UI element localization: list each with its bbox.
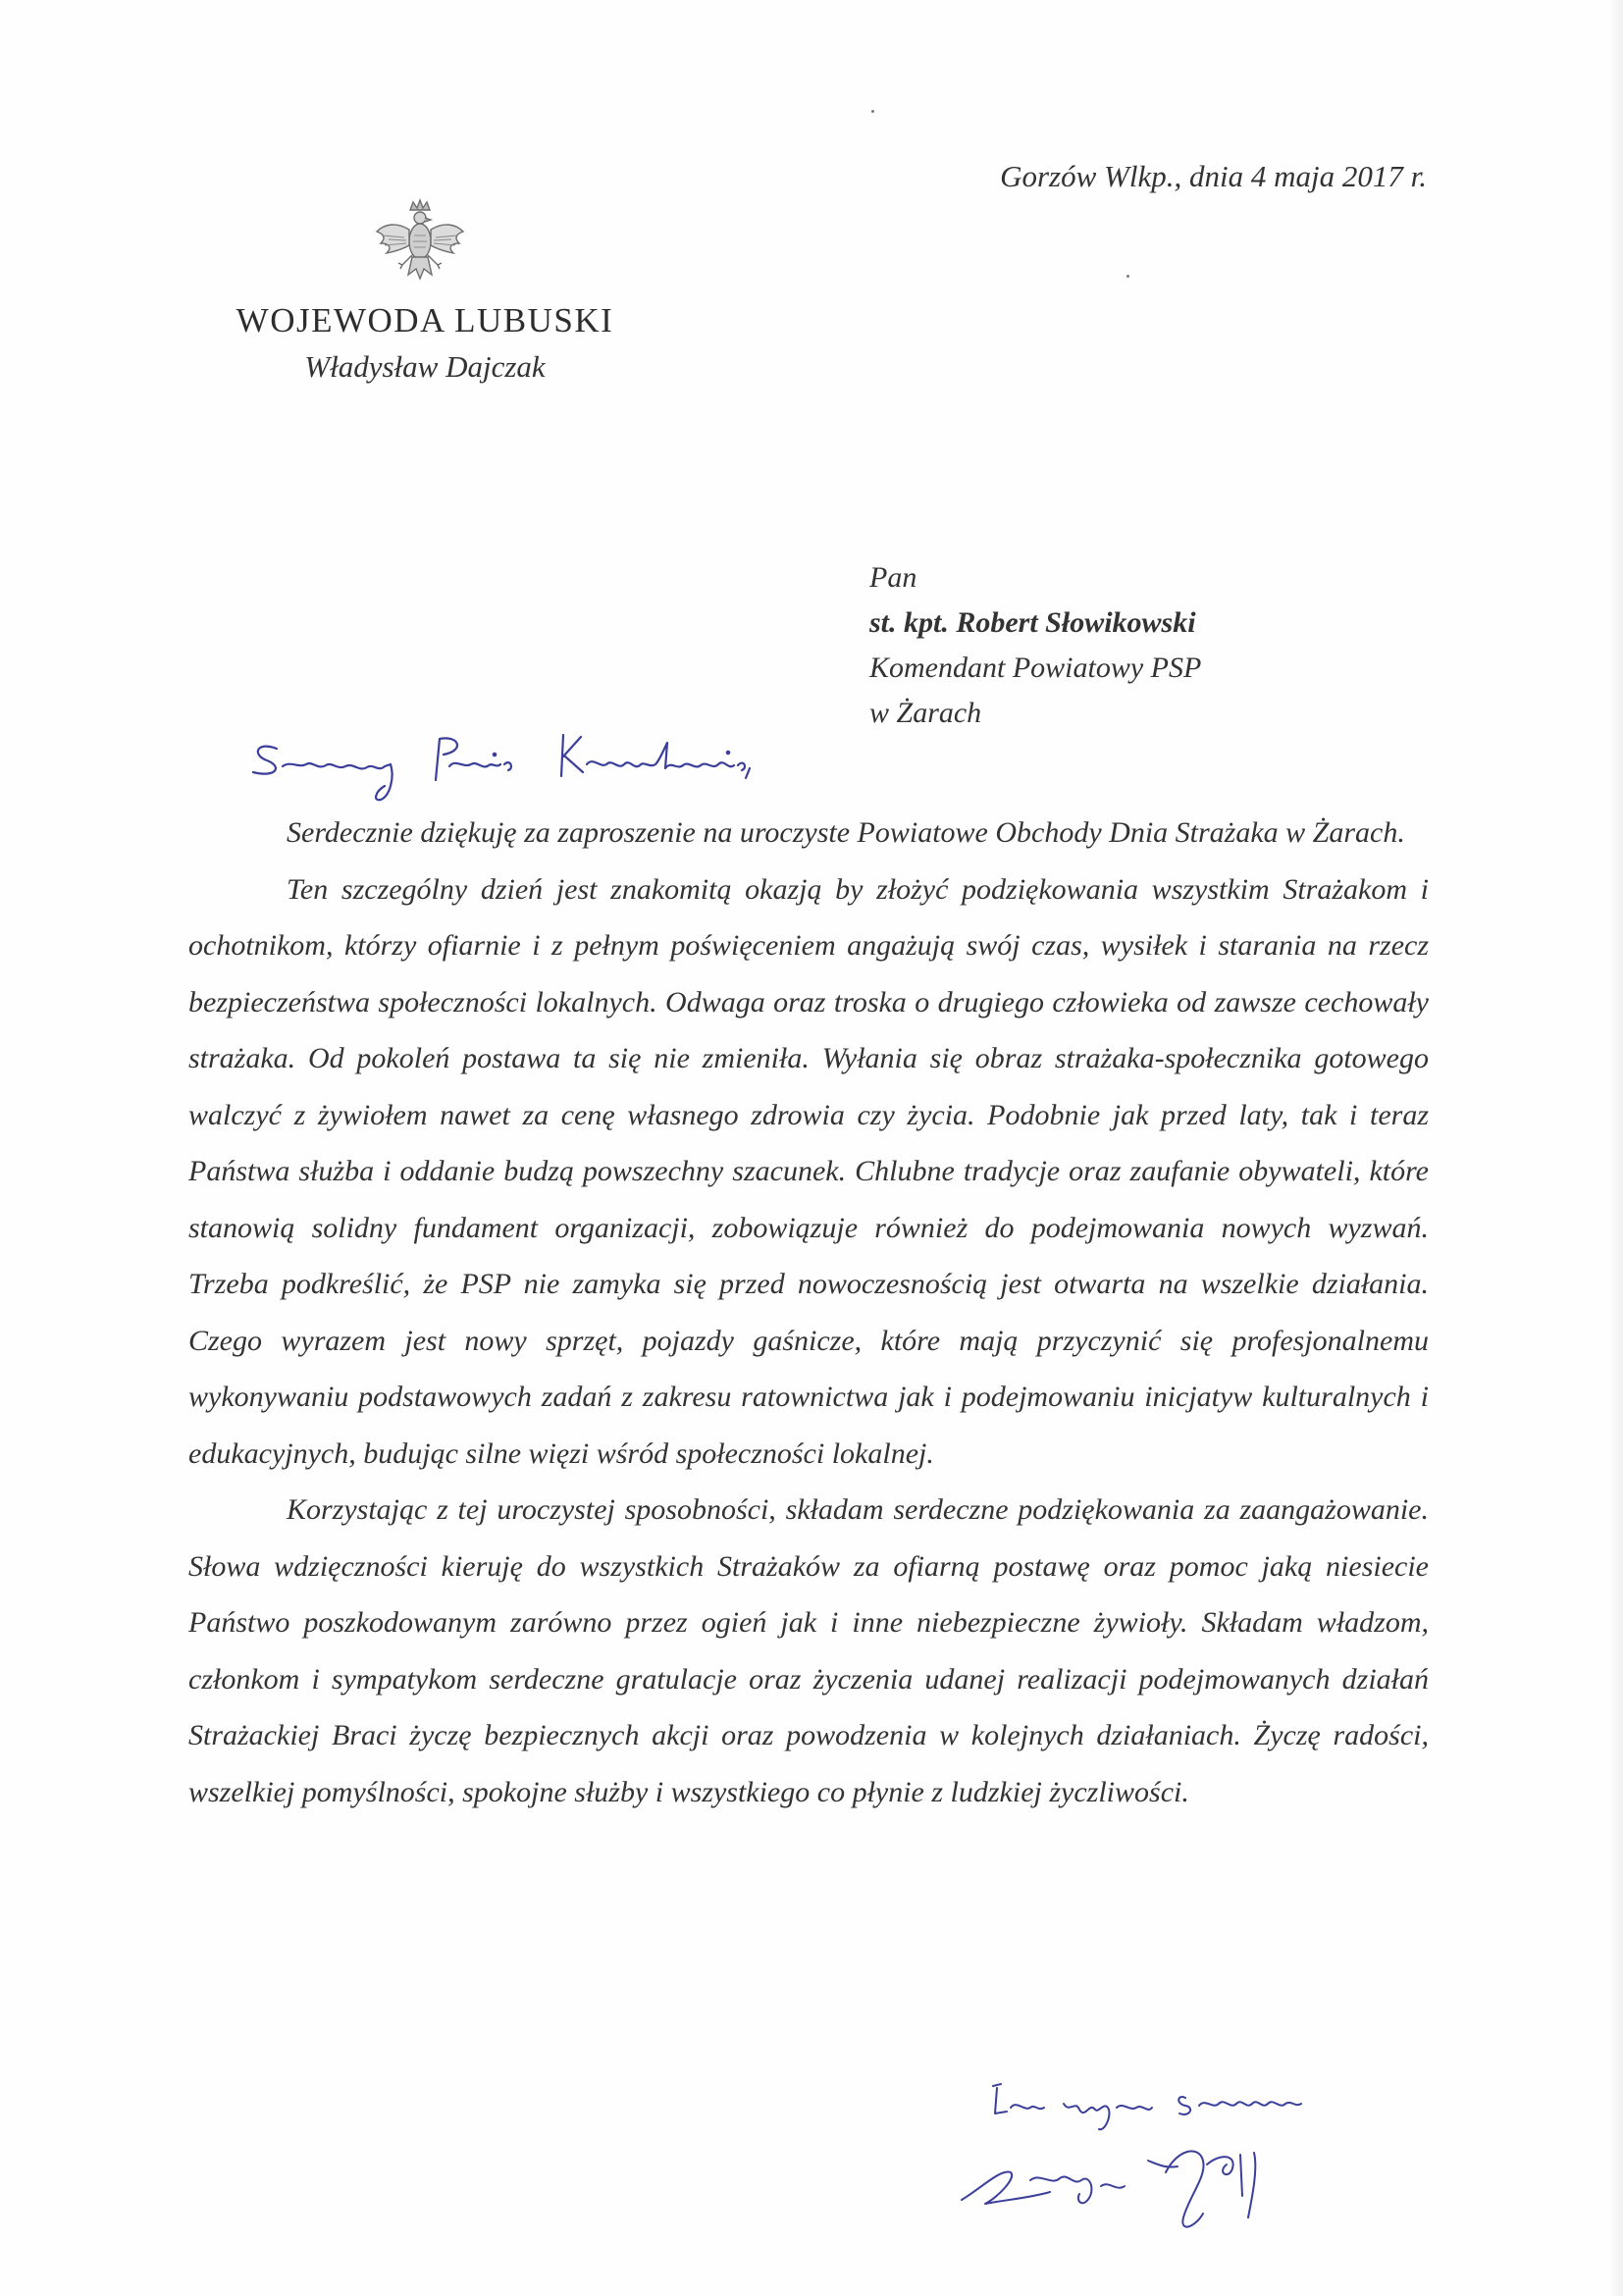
letter-date: Gorzów Wlkp., dnia 4 maja 2017 r. [1000, 159, 1427, 193]
addressee-name: st. kpt. Robert Słowikowski [869, 606, 1196, 639]
body-paragraph-3: Korzystając z tej uroczystej sposobności, składam serdeczne podziękowania za zaangażowanie. Słowa wdzięczności kieruję do wszystkich Strażaków za ofiarną postawę oraz pomoc jaką niesiecie Państwo poszkodowanym zarówno przez ogień jak i inne niebezpieczne żywioły. Składam władzom, członkom i sympatykom serdeczne gratulacje oraz życzenia udanej realizacji podejmowanych działań Strażackiej Braci życzę bezpiecznych akcji oraz powodzenia w kolejnych działaniach. Życzę radości, wszelkiej pomyślności, spokojne służby i wszystkiego co płynie z ludzkiej życzliwości. [188, 1493, 1429, 1808]
body-paragraph-2: Ten szczególny dzień jest znakomitą okazją by złożyć podziękowania wszystkim Strażakom i ochotnikom, którzy ofiarnie i z pełnym poświęceniem angażują swój czas, wysiłek i starania na rzecz bezpieczeństwa społeczności lokalnych. Odwaga oraz troska o drugiego człowieka od zawsze cechowały strażaka. Od pokoleń postawa ta się nie zmieniła. Wyłania się obraz strażaka-społecznika gotowego walczyć z żywiołem nawet za cenę własnego zdrowia czy życia. Podobnie jak przed laty, tak i teraz Państwa służba i oddanie budzą powszechny szacunek. Chlubne tradycje oraz zaufanie obywateli, które stanowią solidny fundament organizacji, zobowiązuje również do podejmowania nowych wyzwań. Trzeba podkreślić, że PSP nie zamyka się przed nowoczesnością jest otwarta na wszelkie działania. Czego wyrazem jest nowy sprzęt, pojazdy gaśnicze, które mają przyczynić się profesjonalnemu wykonywaniu podstawowych zadań z zakresu ratownictwa jak i podejmowaniu inicjatyw kulturalnych i edukacyjnych, budując silne więzi wśród społeczności lokalnej. [188, 872, 1429, 1470]
addressee-salutation: Pan [869, 561, 917, 594]
polish-eagle-emblem-icon [369, 196, 471, 298]
scan-speck [1126, 275, 1129, 278]
handwritten-greeting [247, 721, 836, 809]
body-paragraph-1: Serdecznie dziękuję za zaproszenie na uroczyste Powiatowe Obchody Dnia Strażaka w Żarach. [287, 816, 1405, 849]
addressee-location: w Żarach [869, 697, 982, 729]
page-edge-shadow [1609, 0, 1623, 2296]
letter-body [188, 805, 1429, 1820]
sender-name: Władysław Dajczak [304, 349, 546, 384]
addressee-block [869, 555, 1201, 736]
sender-office-title: WOJEWODA LUBUSKI [236, 301, 614, 339]
scan-speck [871, 110, 874, 113]
addressee-position: Komendant Powiatowy PSP [869, 652, 1202, 684]
handwritten-closing-signature [942, 2070, 1374, 2257]
